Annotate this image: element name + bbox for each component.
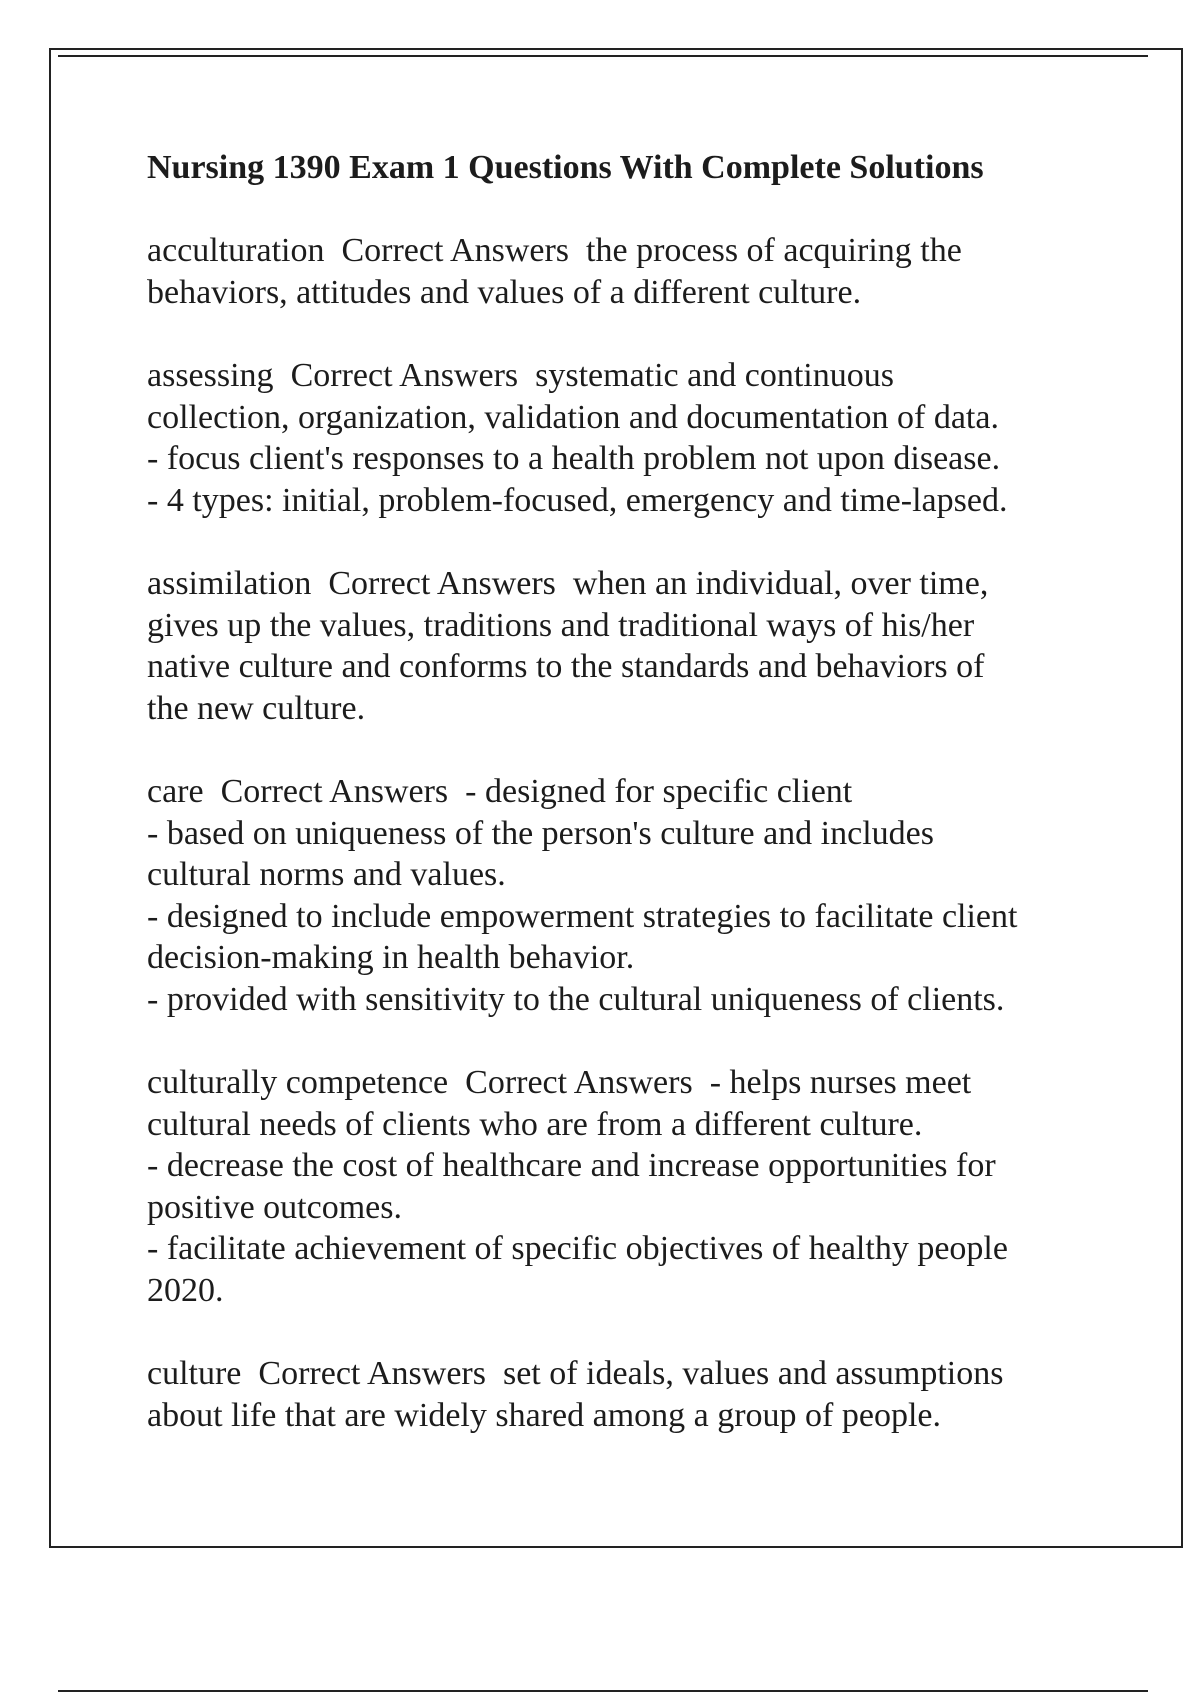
correct-answers-label: Correct Answers <box>311 565 573 602</box>
answer-line: - decrease the cost of healthcare and increase opportunities for <box>147 1147 996 1184</box>
bottom-rule <box>58 1690 1148 1692</box>
entry-culture <box>147 1353 1147 1436</box>
entry-assessing <box>147 355 1147 521</box>
entry-acculturation <box>147 230 1147 313</box>
answer-line: about life that are widely shared among a group of people. <box>147 1396 942 1434</box>
entry-term: acculturation <box>147 232 325 269</box>
answer-text: systematic and continuous <box>535 357 894 394</box>
answer-line: - focus client's responses to a health problem not upon disease. <box>147 440 1001 477</box>
answer-line: cultural needs of clients who are from a different culture. <box>147 1105 923 1143</box>
answer-line: - 4 types: initial, problem-focused, emergency and time-lapsed. <box>147 481 1008 519</box>
document-title: Nursing 1390 Exam 1 Questions With Complete Solutions <box>147 149 984 186</box>
answer-line: - provided with sensitivity to the cultural uniqueness of clients. <box>147 980 1005 1018</box>
entry-term: assessing <box>147 357 274 394</box>
entry-first-line <box>147 355 1147 397</box>
correct-answers-label: Correct Answers <box>448 1064 710 1101</box>
answer-line: positive outcomes. <box>147 1188 402 1226</box>
answer-line: - facilitate achievement of specific objectives of healthy people <box>147 1230 1008 1267</box>
answer-line: gives up the values, traditions and traditional ways of his/her <box>147 606 975 644</box>
answer-line: cultural norms and values. <box>147 856 506 893</box>
answer-line: native culture and conforms to the standards and behaviors of <box>147 648 985 685</box>
answer-line: - based on uniqueness of the person's culture and includes <box>147 814 934 852</box>
answer-line: decision-making in health behavior. <box>147 939 635 976</box>
correct-answers-label: Correct Answers <box>203 773 466 810</box>
entry-term: assimilation <box>147 565 312 602</box>
entry-term: culturally competence <box>147 1064 449 1101</box>
answer-line: behaviors, attitudes and values of a different culture. <box>147 273 862 311</box>
top-rule <box>58 55 1148 57</box>
entry-assimilation <box>147 563 1147 729</box>
answer-line: - designed to include empowerment strategies to facilitate client <box>147 897 1018 935</box>
entry-term: care <box>147 773 204 810</box>
answer-text: the process of acquiring the <box>586 232 962 269</box>
answer-text: set of ideals, values and assumptions <box>502 1355 1004 1392</box>
entry-care <box>147 771 1147 1020</box>
entry-first-line <box>147 230 1147 272</box>
answer-text: when an individual, over time, <box>572 565 989 602</box>
entry-first-line <box>147 771 1147 813</box>
page-frame <box>49 48 1183 1548</box>
entry-term: culture <box>147 1355 242 1392</box>
correct-answers-label: Correct Answers <box>273 357 536 394</box>
entry-culturally-competence <box>147 1062 1147 1311</box>
entry-first-line <box>147 563 1147 605</box>
answer-line: collection, organization, validation and documentation of data. <box>147 398 999 436</box>
correct-answers-label: Correct Answers <box>324 232 587 269</box>
entry-first-line <box>147 1062 1147 1104</box>
entry-first-line <box>147 1353 1147 1395</box>
answer-text: - designed for specific client <box>465 773 853 810</box>
answer-line: 2020. <box>147 1271 224 1309</box>
answer-line: the new culture. <box>147 689 366 727</box>
answer-text: - helps nurses meet <box>709 1064 972 1101</box>
correct-answers-label: Correct Answers <box>241 1355 503 1392</box>
document-content <box>147 148 1147 1478</box>
